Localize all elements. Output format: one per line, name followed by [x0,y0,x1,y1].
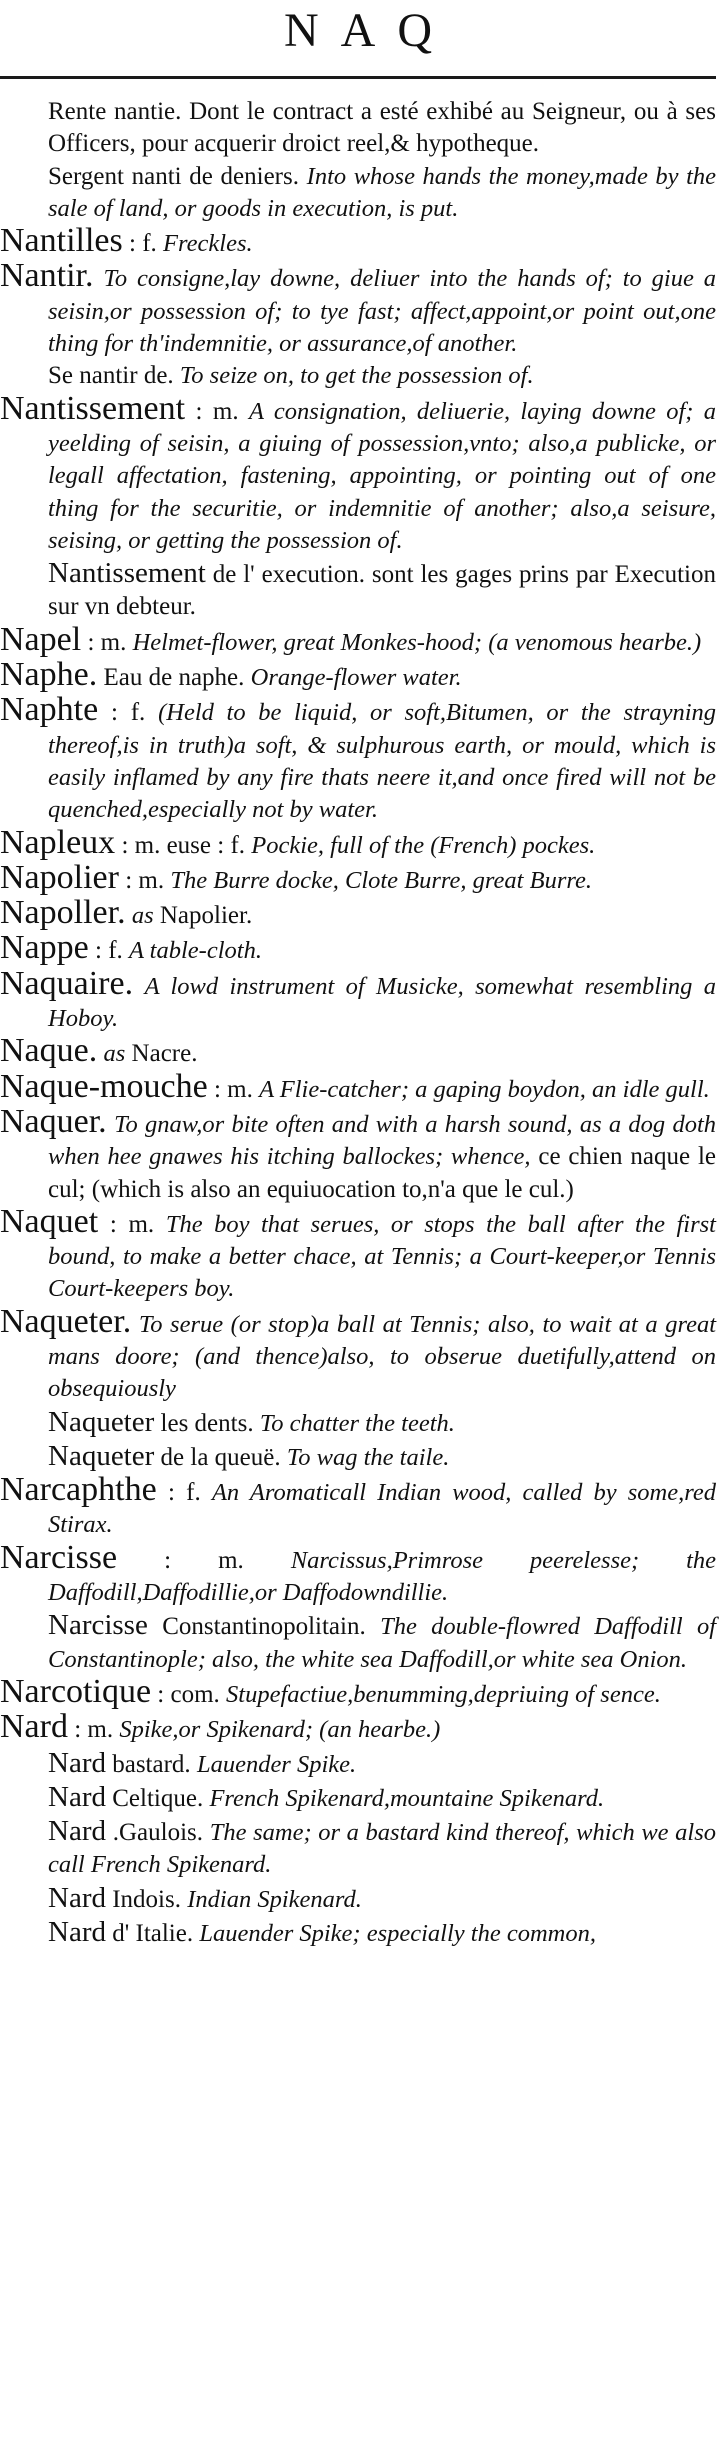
entry-french-text: Eau de naphe. [103,664,245,692]
dictionary-entry [0,1916,716,1950]
entry-definition: The boy that serues, or stops the ball after the first bound, to make a better chace, at Tennis; a Court-keeper,or Tennis Court-keepers boy. [48,1210,716,1303]
dictionary-entry [0,823,716,862]
entry-definition: The Burre docke, Clote Burre, great Burre. [170,866,592,894]
entry-grammar: : f. [95,937,123,965]
dictionary-entry [0,389,716,557]
entry-headword: Naquet [0,1202,99,1240]
entry-french-text: Constantinopolitain. [162,1613,366,1641]
dictionary-entry [0,1102,716,1206]
dictionary-entry [0,360,716,392]
entry-french-text: bastard. [112,1750,191,1778]
entry-french-text: Indois. [112,1885,181,1913]
entry-french-text: de la queuë. [160,1443,281,1471]
entry-headword: Narcaphthe [0,1471,157,1509]
dictionary-entry [0,964,717,1036]
entry-definition: Orange-flower water. [250,664,462,692]
running-head: NAQ [284,4,454,57]
entry-french-text: Se nantir de. [48,362,174,390]
entry-headword: Napoller. [0,894,126,932]
entry-french-text: Rente nantie. Dont le contract a esté exhibé au Seigneur, ou à ses Officers, pour acquerir droict reel,& hypotheque. [48,98,716,158]
entry-grammar: : m. [109,1210,155,1238]
entry-definition: Pockie, full of the (French) pockes. [251,831,596,859]
entry-definition: Indian Spikenard. [187,1885,362,1913]
entry-french-text: Napolier. [159,902,253,930]
entry-french-text: Sergent nanti de deniers. [48,162,299,190]
entry-headword: Naque. [0,1032,98,1070]
entry-grammar: : m. [74,1716,114,1744]
entry-headword: Nard [48,1780,106,1813]
entry-definition: as [131,902,154,930]
entry-french-text: les dents. [160,1409,254,1437]
dictionary-entry [0,96,716,161]
dictionary-entry [0,656,716,694]
entry-definition: Spike,or Spikenard; (an hearbe.) [119,1716,441,1744]
entry-definition: A table-cloth. [129,937,262,965]
dictionary-entry [0,858,716,897]
dictionary-entry [0,1609,716,1676]
entry-headword: Nantissement [48,557,206,590]
entry-headword: Nantilles [0,222,123,260]
dictionary-entry [0,620,716,659]
entry-headword: Naqueter. [0,1302,132,1340]
entry-headword: Nard [48,1746,106,1779]
entry-headword: Nantir. [0,257,94,295]
entry-definition: as [103,1040,126,1068]
entry-headword: Narcisse [48,1609,148,1642]
entry-french-text: .Gaulois. [112,1819,204,1847]
entry-definition: French Spikenard,mountaine Spikenard. [209,1784,605,1812]
entry-headword: Naqueter [48,1439,155,1472]
entry-definition: Helmet-flower, great Monkes-hood; (a venomous hearbe.) [132,628,702,656]
entry-headword: Naquaire. [0,964,134,1002]
entry-grammar: : m. [164,1546,244,1574]
entry-grammar: : m. euse : f. [121,831,246,859]
dictionary-entry [0,1302,717,1406]
dictionary-entry [0,1815,716,1882]
entry-grammar: : f. [110,699,146,727]
entry-definition: To gnaw,or bite often and with a harsh sound, as a dog doth when hee gnawes his itching ballockes; whence, [48,1110,716,1171]
dictionary-entry [0,1406,716,1440]
entry-definition: Lauender Spike; especially the common, [199,1920,596,1948]
entry-grammar: : m. [87,628,127,656]
entry-headword: Naphte [0,691,99,729]
entry-definition: Freckles. [163,230,253,258]
entry-headword: Nard [48,1815,106,1848]
entry-headword: Naphe. [0,656,98,694]
dictionary-entry [0,222,716,260]
entry-definition: To serue (or stop)a ball at Tennis; also, to wait at a great mans doore; (and thence)also, to obserue duetifully,attend on obsequiously [48,1310,717,1403]
dictionary-entry [0,894,716,932]
entry-headword: Nantissement [0,389,186,427]
entry-headword: Naquer. [0,1102,107,1140]
dictionary-entry [0,1440,716,1474]
entry-definition: Into whose hands the money,made by the sale of land, or goods in execution, is put. [48,162,717,222]
dictionary-entry [0,1708,716,1746]
entry-definition: To consigne,lay downe, deliuer into the hands of; to giue a seisin,or possession of; to tye fast; affect,appoint,or point out,one thing for th'indemnitie, or assurance,of another. [48,265,717,358]
entry-headword: Napolier [0,858,119,896]
entry-grammar: : f. [167,1479,201,1507]
entry-definition: To chatter the teeth. [259,1409,455,1437]
entry-headword: Nard [0,1708,68,1746]
entry-grammar: : m. [213,1075,253,1103]
entry-headword: Naque-mouche [0,1067,208,1105]
entry-headword: Naqueter [48,1405,155,1438]
entry-definition: The same; or a bastard kind thereof, which we also call French Spikenard. [48,1819,716,1879]
dictionary-entry [0,1067,716,1106]
entry-definition: Lauender Spike. [196,1750,357,1778]
entry-definition: To wag the taile. [286,1443,450,1471]
dictionary-entry [0,1672,716,1711]
dictionary-entry [0,1882,716,1916]
entry-grammar: : com. [157,1680,220,1708]
entry-headword: Nard [48,1916,106,1949]
entry-grammar: : f. [129,230,157,258]
entry-definition: The double-flowred Daffodill of Constantinople; also, the white sea Daffodill,or white sea Onion. [48,1613,717,1673]
entry-french-text: Celtique. [112,1784,204,1812]
entry-headword: Narcisse [0,1538,118,1576]
entry-french-text: Nacre. [131,1040,198,1068]
dictionary-entry [0,691,717,826]
dictionary-entry [0,1538,716,1610]
entry-definition: A consignation, deliuerie, laying downe of; a yeelding of seisin, a giuing of possession,vnto; also,a publicke, or legall affectation, fastening, appointing, or pointing out of one thing for the securitie, or indemnitie of another; also,a seisure, seising, or getting the possession of. [48,397,716,554]
entry-definition: (Held to be liquid, or soft,Bitumen, or the strayning thereof,is in truth)a soft, & sulphurous earth, or mould, which is easily inflamed by any fire thats neere it,and once fired will not be quenched,especially not by water. [48,699,717,824]
entry-definition: A Flie-catcher; a gaping boydon, an idle gull. [259,1075,710,1103]
entry-definition: A lowd instrument of Musicke, somewhat resembling a Hoboy. [48,972,717,1033]
entry-list [0,96,716,1950]
entry-headword: Narcotique [0,1672,152,1710]
entry-headword: Nard [48,1881,106,1914]
entry-headword: Napleux [0,823,116,861]
entry-definition: An Aromaticall Indian wood, called by some,red Stirax. [48,1479,717,1539]
dictionary-entry [0,1471,717,1542]
entry-grammar: : m. [125,866,165,894]
entry-definition: To seize on, to get the possession of. [179,362,534,390]
entry-grammar: : m. [195,397,239,425]
dictionary-entry [0,557,716,624]
dictionary-entry [0,257,717,360]
dictionary-entry [0,1781,716,1815]
entry-headword: Napel [0,620,82,658]
entry-headword: Nappe [0,929,89,967]
dictionary-entry [0,929,716,967]
entry-french-text: ce chien naque le cul; (which is also an equiuocation to,n'a que le cul.) [48,1143,716,1203]
entry-french-text: de l' execution. sont les gages prins par Execution sur vn debteur. [48,561,716,621]
dictionary-entry [0,1747,716,1781]
header-rule [0,76,716,79]
entry-definition: Stupefactiue,benumming,depriuing of sence. [226,1680,661,1708]
dictionary-entry [0,1032,716,1070]
entry-french-text: d' Italie. [112,1920,194,1948]
entry-definition: Narcissus,Primrose peerelesse; the Daffodill,Daffodillie,or Daffodowndillie. [48,1546,716,1607]
dictionary-entry [0,1202,716,1306]
dictionary-entry [0,161,716,226]
